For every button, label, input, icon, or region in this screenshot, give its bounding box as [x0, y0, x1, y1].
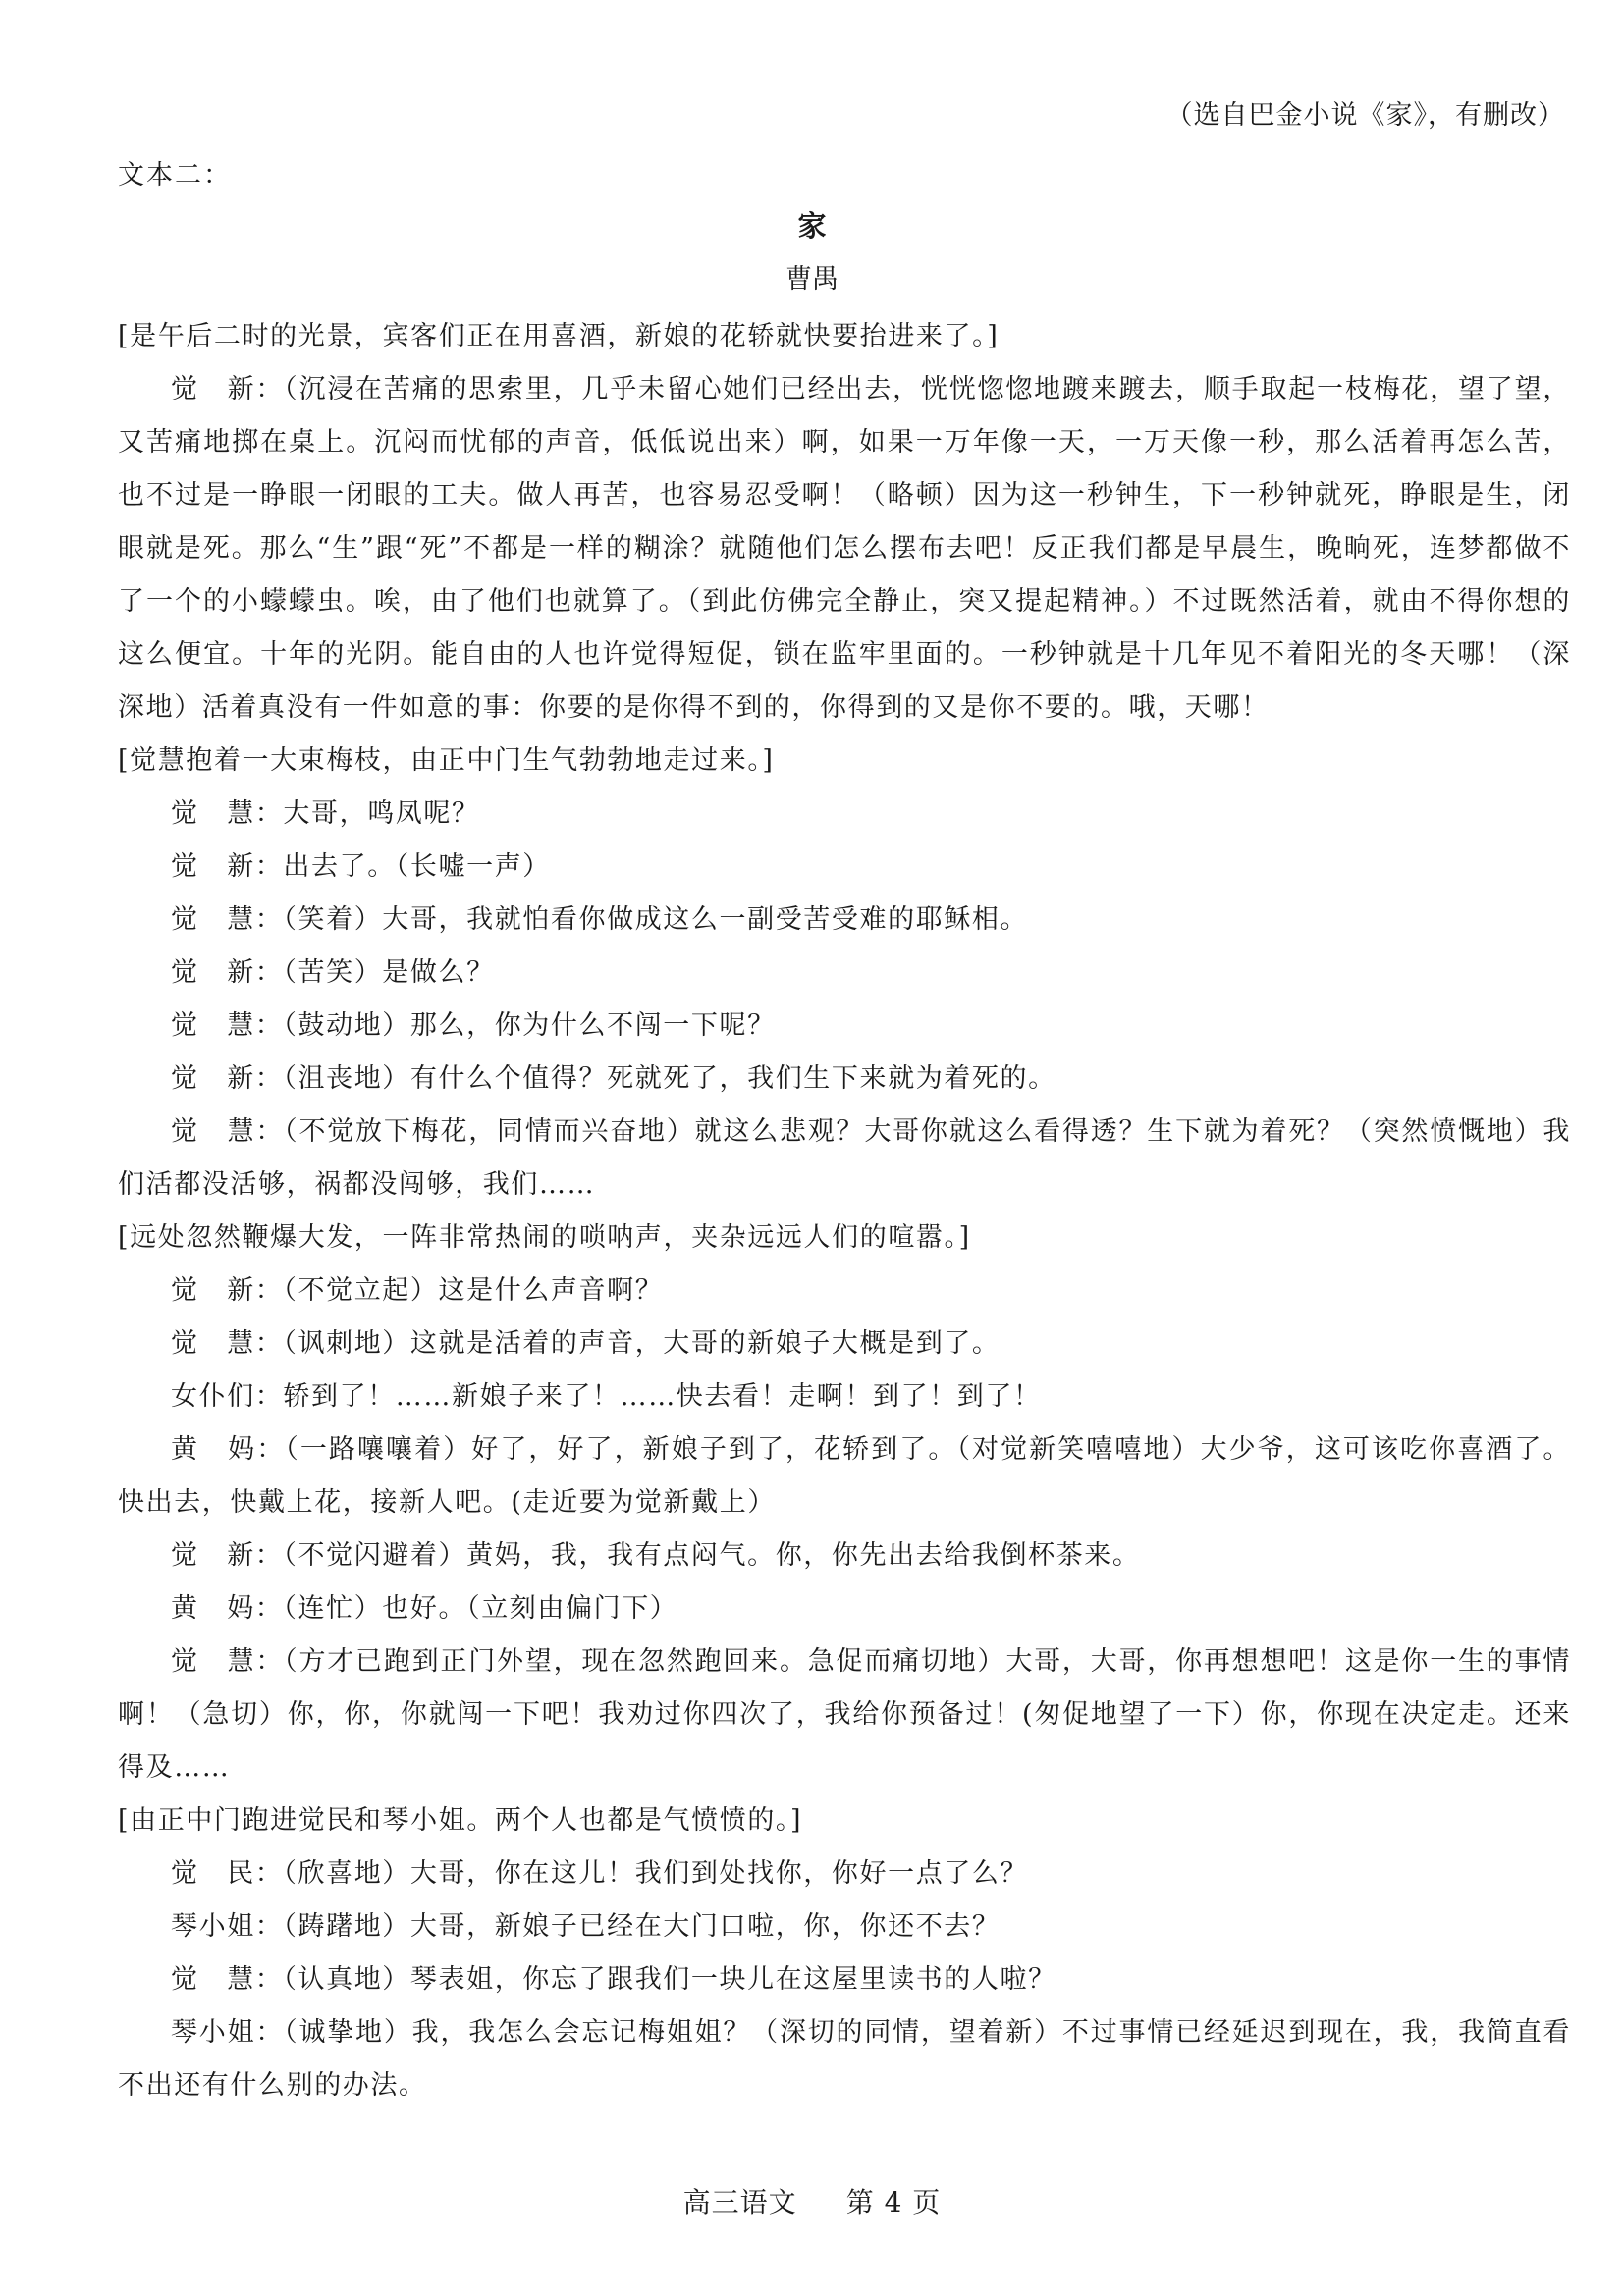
dialogue-line: 觉 新：（不觉立起）这是什么声音啊？ — [171, 1275, 664, 1306]
dialogue-line: 觉 新：（不觉闪避着）黄妈，我，我有点闷气。你，你先出去给我倒杯茶来。 — [171, 1540, 1141, 1571]
dialogue-line: 觉 新：出去了。（长嘘一声） — [171, 851, 551, 881]
footer-subject: 高三语文 — [682, 2186, 797, 2218]
section-label: 文本二： — [118, 160, 232, 190]
text-author: 曹禺 — [785, 264, 839, 294]
footer-page-number: 第 4 页 — [845, 2186, 942, 2218]
stage-direction: [由正中门跑进觉民和琴小姐。两个人也都是气愤愤的。] — [118, 1805, 803, 1836]
dialogue-line: 觉 慧：（认真地）琴表姐，你忘了跟我们一块儿在这屋里读书的人啦？ — [171, 1964, 1056, 1995]
text-title: 家 — [797, 209, 827, 242]
dialogue-line: 黄 妈：（连忙）也好。（立刻由偏门下） — [171, 1593, 678, 1624]
dialogue-line: 觉 慧：（讽刺地）这就是活着的声音，大哥的新娘子大概是到了。 — [171, 1328, 1001, 1359]
dialogue-line: 琴小姐：（诚挚地）我，我怎么会忘记梅姐姐？（深切的同情，望着新）不过事情已经延迟到现在，我，我简直看不出还有什么别的办法。 — [118, 2017, 1571, 2101]
stage-direction: [觉慧抱着一大束梅枝，由正中门生气勃勃地走过来。] — [118, 745, 775, 775]
dialogue-line: 觉 慧：大哥，鸣凤呢？ — [171, 798, 480, 828]
stage-direction: [远处忽然鞭爆大发，一阵非常热闹的唢呐声，夹杂远远人们的喧嚣。] — [118, 1222, 971, 1253]
dialogue-line: 觉 新：（沮丧地）有什么个值得？死就死了，我们生下来就为着死的。 — [171, 1063, 1056, 1094]
dialogue-line: 觉 慧：（鼓动地）那么，你为什么不闯一下呢？ — [171, 1010, 776, 1041]
source-note: （选自巴金小说《家》，有删改） — [1165, 100, 1565, 131]
dialogue-line: 觉 新：（苦笑）是做么？ — [171, 957, 495, 988]
script-body — [118, 310, 1571, 2112]
page-footer — [0, 2181, 1624, 2220]
dialogue-line: 觉 慧：（不觉放下梅花，同情而兴奋地）就这么悲观？大哥你就这么看得透？生下就为着死？（突然愤慨地）我们活都没活够，祸都没闯够，我们…… — [118, 1116, 1571, 1200]
dialogue-line: 觉 慧：（笑着）大哥，我就怕看你做成这么一副受苦受难的耶稣相。 — [171, 904, 1029, 934]
dialogue-line: 女仆们：轿到了！……新娘子来了！……快去看！走啊！到了！到了！ — [171, 1381, 1042, 1412]
stage-direction: [是午后二时的光景，宾客们正在用喜酒，新娘的花轿就快要抬进来了。] — [118, 321, 1000, 351]
dialogue-line: 觉 民：（欣喜地）大哥，你在这儿！我们到处找你，你好一点了么？ — [171, 1858, 1029, 1889]
dialogue-line: 觉 慧：（方才已跑到正门外望，现在忽然跑回来。急促而痛切地）大哥，大哥，你再想想吧！这是你一生的事情啊！（急切）你，你，你就闯一下吧！我劝过你四次了，我给你预备过！(匆促地望了一下）你，你现在决定走。还来得及…… — [118, 1646, 1571, 1783]
dialogue-line: 琴小姐：（踌躇地）大哥，新娘子已经在大门口啦，你，你还不去？ — [171, 1911, 1001, 1942]
dialogue-line: 觉 新：（沉浸在苦痛的思索里，几乎未留心她们已经出去，恍恍惚惚地踱来踱去，顺手取起一枝梅花，望了望，又苦痛地掷在桌上。沉闷而忧郁的声音，低低说出来）啊，如果一万年像一天，一万天像一秒，那么活着再怎么苦，也不过是一睁眼一闭眼的工夫。做人再苦，也容易忍受啊！（略顿）因为这一秒钟生，下一秒钟就死，睁眼是生，闭眼就是死。那么“生”跟“死”不都是一样的糊涂？就随他们怎么摆布去吧！反正我们都是早晨生，晚晌死，连梦都做不了一个的小蠓蠓虫。唉，由了他们也就算了。（到此仿佛完全静止，突又提起精神。）不过既然活着，就由不得你想的这么便宜。十年的光阴。能自由的人也许觉得短促，锁在监牢里面的。一秒钟就是十几年见不着阳光的冬天哪！（深深地）活着真没有一件如意的事：你要的是你得不到的，你得到的又是你不要的。哦，天哪！ — [118, 374, 1571, 722]
dialogue-line: 黄 妈：（一路嚷嚷着）好了，好了，新娘子到了，花轿到了。（对觉新笑嘻嘻地）大少爷，这可该吃你喜酒了。快出去，快戴上花，接新人吧。(走近要为觉新戴上） — [118, 1434, 1571, 1518]
